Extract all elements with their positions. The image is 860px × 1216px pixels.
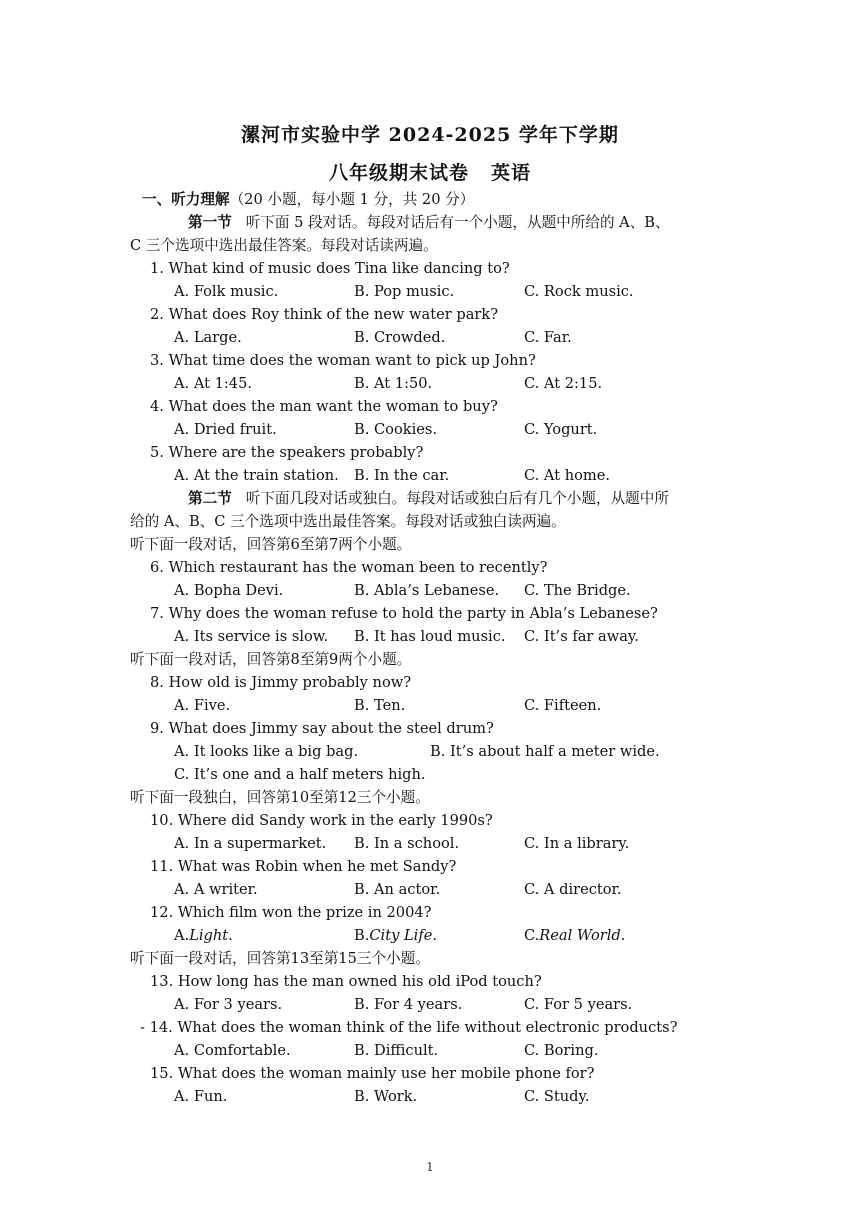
- option-b: B. For 4 years.: [354, 996, 463, 1013]
- option-a: A. Large.: [174, 329, 242, 346]
- exam-grade: 八年级期末试卷: [328, 162, 469, 184]
- option-a: [174, 924, 354, 947]
- exam-body: [130, 188, 760, 1108]
- options-1: [150, 280, 760, 303]
- option-c: C. It’s one and a half meters high.: [174, 766, 426, 783]
- film-title: City Life.: [369, 927, 437, 944]
- exam-subtitle: [0, 158, 860, 185]
- option-c: C. The Bridge.: [524, 582, 631, 599]
- option-c: C. Yogurt.: [524, 421, 598, 438]
- film-title: Light.: [189, 927, 233, 944]
- options-7: [150, 625, 760, 648]
- section1-instructions: [150, 211, 760, 234]
- options-14: [150, 1039, 760, 1062]
- options-5: [150, 464, 760, 487]
- option-a: A. Fun.: [174, 1088, 228, 1105]
- question-15: 15. What does the woman mainly use her mobile phone for?: [150, 1065, 595, 1082]
- question-12: 12. Which film won the prize in 2004?: [150, 904, 432, 921]
- option-b: B. In the car.: [354, 467, 450, 484]
- option-c: C. Far.: [524, 329, 572, 346]
- question-4: 4. What does the man want the woman to buy?: [150, 398, 498, 415]
- question-3: 3. What time does the woman want to pick up John?: [150, 352, 536, 369]
- option-b: B. Crowded.: [354, 329, 446, 346]
- section1-label: 第一节: [188, 214, 232, 231]
- section2-instructions: [150, 487, 760, 510]
- question-7: 7. Why does the woman refuse to hold the party in Abla’s Lebanese?: [150, 605, 658, 622]
- question-6: 6. Which restaurant has the woman been to recently?: [150, 559, 548, 576]
- option-prefix: C.: [524, 927, 540, 944]
- option-c: C. Fifteen.: [524, 697, 602, 714]
- question-1: 1. What kind of music does Tina like dancing to?: [150, 260, 510, 277]
- option-b: B. Ten.: [354, 697, 406, 714]
- options-9: [150, 740, 760, 763]
- options-4: [150, 418, 760, 441]
- options-2: [150, 326, 760, 349]
- option-b: B. Work.: [354, 1088, 418, 1105]
- part1-heading-note: （20 小题，每小题 1 分，共 20 分）: [229, 191, 475, 208]
- option-b: B. At 1:50.: [354, 375, 433, 392]
- option-c: C. At 2:15.: [524, 375, 603, 392]
- page-number: 1: [426, 1160, 434, 1174]
- exam-title: 漯河市实验中学 2024-2025 学年下学期: [241, 124, 619, 146]
- options-13: [150, 993, 760, 1016]
- question-13: 13. How long has the man owned his old iPod touch?: [150, 973, 542, 990]
- option-b: [354, 924, 524, 947]
- option-a: A. For 3 years.: [174, 996, 283, 1013]
- section2-label: 第二节: [188, 490, 232, 507]
- options-10: [150, 832, 760, 855]
- option-a: A. In a supermarket.: [174, 835, 327, 852]
- option-c: C. Boring.: [524, 1042, 599, 1059]
- options-6: [150, 579, 760, 602]
- option-a: A. A writer.: [174, 881, 258, 898]
- option-a: A. Folk music.: [174, 283, 279, 300]
- film-title: Real World.: [539, 927, 626, 944]
- question-14: - 14. What does the woman think of the life without electronic products?: [140, 1019, 678, 1036]
- option-a: A. At 1:45.: [174, 375, 253, 392]
- option-a: A. Five.: [174, 697, 231, 714]
- section2-instructions-cont: 给的 A、B、C 三个选项中选出最佳答案。每段对话或独白读两遍。: [130, 513, 566, 530]
- option-a: A. Dried fruit.: [174, 421, 277, 438]
- options-8: [150, 694, 760, 717]
- option-c: C. At home.: [524, 467, 611, 484]
- group-instruction-2: 听下面一段对话，回答第8至第9两个小题。: [130, 651, 412, 668]
- question-5: 5. Where are the speakers probably?: [150, 444, 424, 461]
- option-prefix: B.: [354, 927, 370, 944]
- part1-heading: [142, 188, 760, 211]
- option-c: C. In a library.: [524, 835, 630, 852]
- options-9-cont: [150, 763, 760, 786]
- option-prefix: A.: [174, 927, 190, 944]
- option-c: C. For 5 years.: [524, 996, 633, 1013]
- options-15: [150, 1085, 760, 1108]
- group-instruction-3: 听下面一段独白，回答第10至第12三个小题。: [130, 789, 430, 806]
- option-a: A. Comfortable.: [174, 1042, 291, 1059]
- section1-instr-a: 听下面 5 段对话。每段对话后有一个小题，从题中所给的 A、B、: [245, 214, 670, 231]
- question-10: 10. Where did Sandy work in the early 1990s?: [150, 812, 493, 829]
- option-b: B. Abla’s Lebanese.: [354, 582, 500, 599]
- question-8: 8. How old is Jimmy probably now?: [150, 674, 412, 691]
- option-c: C. It’s far away.: [524, 628, 639, 645]
- options-3: [150, 372, 760, 395]
- option-c: C. Study.: [524, 1088, 590, 1105]
- question-9: 9. What does Jimmy say about the steel drum?: [150, 720, 494, 737]
- option-b: B. An actor.: [354, 881, 441, 898]
- option-b: B. Cookies.: [354, 421, 438, 438]
- option-b: B. In a school.: [354, 835, 460, 852]
- option-b: B. It has loud music.: [354, 628, 506, 645]
- group-instruction-4: 听下面一段对话，回答第13至第15三个小题。: [130, 950, 430, 967]
- option-a: A. At the train station.: [174, 467, 339, 484]
- part1-heading-text: 一、听力理解: [142, 191, 230, 208]
- option-b: B. It’s about half a meter wide.: [430, 743, 660, 760]
- options-12: [150, 924, 760, 947]
- option-b: B. Difficult.: [354, 1042, 439, 1059]
- section1-instructions-cont: C 三个选项中选出最佳答案。每段对话读两遍。: [130, 237, 438, 254]
- question-2: 2. What does Roy think of the new water park?: [150, 306, 499, 323]
- option-a: A. It looks like a big bag.: [174, 743, 359, 760]
- option-a: A. Its service is slow.: [174, 628, 329, 645]
- option-c: [524, 924, 625, 947]
- group-instruction-1: 听下面一段对话，回答第6至第7两个小题。: [130, 536, 412, 553]
- section2-instr-a: 听下面几段对话或独白。每段对话或独白后有几个小题，从题中所: [245, 490, 669, 507]
- option-b: B. Pop music.: [354, 283, 455, 300]
- option-a: A. Bopha Devi.: [174, 582, 284, 599]
- option-c: C. Rock music.: [524, 283, 634, 300]
- question-11: 11. What was Robin when he met Sandy?: [150, 858, 457, 875]
- options-11: [150, 878, 760, 901]
- option-c: C. A director.: [524, 881, 622, 898]
- exam-subject: 英语: [491, 162, 532, 184]
